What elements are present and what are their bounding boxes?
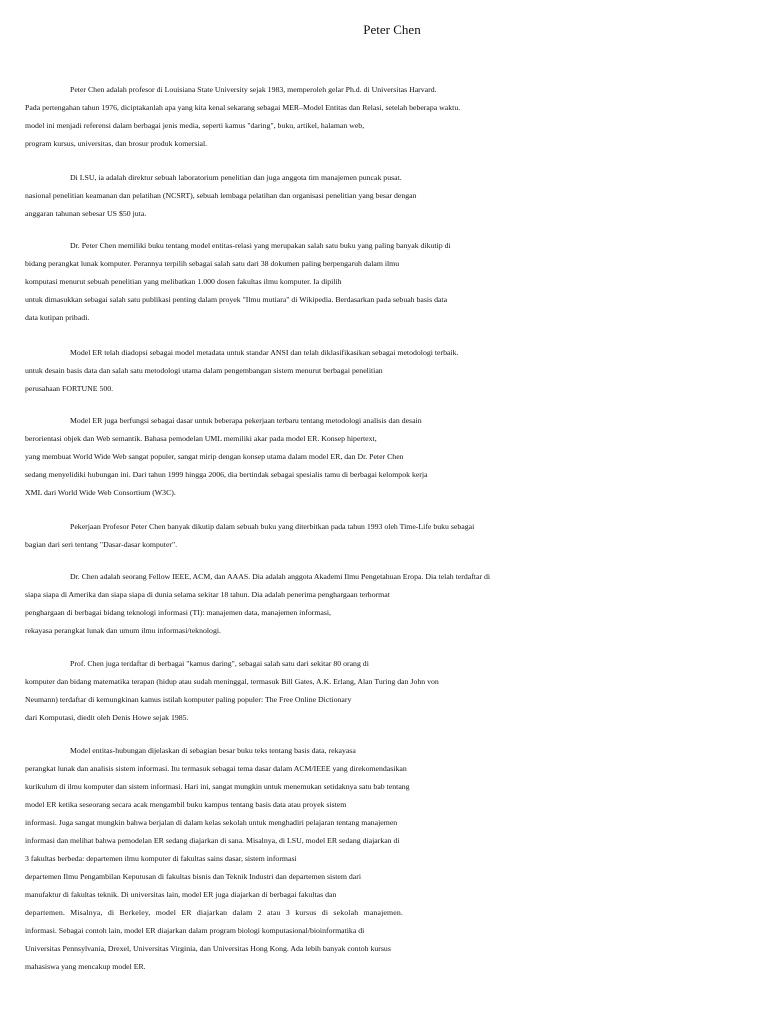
paragraph-line: yang membuat World Wide Web sangat populer, sangat mirip dengan konsep utama dalam model ER, dan Dr. Peter Chen [25, 452, 404, 461]
paragraph-8 [0, 655, 768, 727]
paragraph-line: untuk desain basis data dan salah satu metodologi utama dalam pengembangan sistem menurut berbagai penelitian [25, 366, 383, 375]
paragraph-line: 3 fakultas berbeda: departemen ilmu komputer di fakultas sains dasar, sistem informasi [25, 854, 297, 863]
paragraph-line: Dr. Peter Chen memiliki buku tentang model entitas-relasi yang merupakan salah satu buku yang paling banyak dikutip di [70, 241, 451, 250]
paragraph-line: mahasiswa yang mencakup model ER. [25, 962, 146, 971]
paragraph-3 [0, 237, 768, 327]
paragraph-line: komputasi menurut sebuah penelitian yang melibatkan 1.000 dosen fakultas ilmu komputer. Ia dipilih [25, 277, 342, 286]
paragraph-line: data kutipan pribadi. [25, 313, 90, 322]
paragraph-line: model ER ketika seseorang secara acak mengambil buku kampus tentang basis data atau proyek sistem [25, 800, 347, 809]
paragraph-line: Di LSU, ia adalah direktur sebuah laboratorium penelitian dan juga anggota tim manajemen puncak pusat. [70, 173, 402, 182]
paragraph-line: Model ER juga berfungsi sebagai dasar untuk beberapa pekerjaan terbaru tentang metodologi analisis dan desain [70, 416, 422, 425]
paragraph-line: informasi. Sebagai contoh lain, model ER diajarkan dalam program biologi komputasional/bioinformatika di [25, 926, 365, 935]
paragraph-line: sedang menyelidiki hubungan ini. Dari tahun 1999 hingga 2006, dia bertindak sebagai spesialis tamu di berbagai kelompok kerja [25, 470, 428, 479]
paragraph-line: siapa siapa di Amerika dan siapa siapa di dunia selama sekitar 18 tahun. Dia adalah penerima penghargaan terhormat [25, 590, 390, 599]
paragraph-line: rekayasa perangkat lunak dan umum ilmu informasi/teknologi. [25, 626, 221, 635]
paragraph-line: Peter Chen adalah profesor di Louisiana State University sejak 1983, memperoleh gelar Ph.d. di Universitas Harvard. [70, 85, 437, 94]
paragraph-line: departemen Ilmu Pengambilan Keputusan di fakultas bisnis dan Teknik Industri dan departemen sistem dari [25, 872, 362, 881]
paragraph-line: model ini menjadi referensi dalam berbagai jenis media, seperti kamus "daring", buku, artikel, halaman web, [25, 121, 365, 130]
paragraph-line: bidang perangkat lunak komputer. Perannya terpilih sebagai salah satu dari 38 dokumen paling berpengaruh dalam ilmu [25, 259, 400, 268]
paragraph-6 [0, 518, 768, 554]
paragraph-line: anggaran tahunan sebesar US $50 juta. [25, 209, 147, 218]
page-title: Peter Chen [363, 22, 421, 37]
paragraph-line: Model entitas-hubungan dijelaskan di sebagian besar buku teks tentang basis data, rekayasa [70, 746, 356, 755]
paragraph-line: informasi dan melihat bahwa pemodelan ER sedang diajarkan di sana. Misalnya, di LSU, model ER sedang diajarkan di [25, 836, 400, 845]
paragraph-line: departemen. Misalnya, di Berkeley, model ER diajarkan dalam 2 atau 3 kursus di sekolah manajemen. [25, 908, 403, 917]
paragraph-line: XML dari World Wide Web Consortium (W3C). [25, 488, 176, 497]
paragraph-9 [0, 742, 768, 976]
paragraph-line: perangkat lunak dan analisis sistem informasi. Itu termasuk sebagai tema dasar dalam ACM/IEEE yang direkomendasikan [25, 764, 407, 773]
paragraph-line: informasi. Juga sangat mungkin bahwa berjalan di dalam kelas sekolah untuk menghadiri pelajaran tentang manajemen [25, 818, 398, 827]
paragraph-line: untuk dimasukkan sebagai salah satu publikasi penting dalam proyek "Ilmu mutiara" di Wikipedia. Berdasarkan pada sebuah basis data [25, 295, 448, 304]
paragraph-line: dari Komputasi, diedit oleh Denis Howe sejak 1985. [25, 713, 189, 722]
paragraph-line: Dr. Chen adalah seorang Fellow IEEE, ACM, dan AAAS. Dia adalah anggota Akademi Ilmu Pengetahuan Eropa. Dia telah terdaftar di [70, 572, 491, 581]
paragraph-line: Prof. Chen juga terdaftar di berbagai "kamus daring", sebagai salah satu dari sekitar 80 orang di [70, 659, 369, 668]
paragraph-line: kurikulum di ilmu komputer dan sistem informasi. Hari ini, sangat mungkin untuk menemukan setidaknya satu bab tentang [25, 782, 410, 791]
paragraph-4 [0, 344, 768, 398]
paragraph-line: Pada pertengahan tahun 1976, diciptakanlah apa yang kita kenal sekarang sebagai MER–Model Entitas dan Relasi, setelah beberapa waktu. [25, 103, 461, 112]
paragraph-line: program kursus, universitas, dan brosur produk komersial. [25, 139, 208, 148]
paragraph-5 [0, 412, 768, 502]
paragraph-line: penghargaan di berbagai bidang teknologi informasi (TI): manajemen data, manajemen informasi, [25, 608, 331, 617]
paragraph-line: nasional penelitian keamanan dan pelatihan (NCSRT), sebuah lembaga pelatihan dan organisasi penelitian yang besar dengan [25, 191, 417, 200]
paragraph-line: manufaktur di fakultas teknik. Di universitas lain, model ER juga diajarkan di berbagai fakultas dan [25, 890, 337, 899]
paragraph-1 [0, 81, 768, 153]
paragraph-line: bagian dari seri tentang "Dasar-dasar komputer". [25, 540, 178, 549]
paragraph-7 [0, 568, 768, 640]
paragraph-line: Universitas Pennsylvania, Drexel, Universitas Virginia, dan Universitas Hong Kong. Ada lebih banyak contoh kursus [25, 944, 391, 953]
paragraph-line: perusahaan FORTUNE 500. [25, 384, 114, 393]
paragraph-2 [0, 169, 768, 223]
paragraph-line: Pekerjaan Profesor Peter Chen banyak dikutip dalam sebuah buku yang diterbitkan pada tahun 1993 oleh Time-Life buku sebagai [70, 522, 475, 531]
paragraph-line: Neumann) terdaftar di kemungkinan kamus istilah komputer paling populer: The Free Online Dictionary [25, 695, 352, 704]
paragraph-line: komputer dan bidang matematika terapan (hidup atau sudah meninggal, termasuk Bill Gates, A.K. Erlang, Alan Turing dan John von [25, 677, 439, 686]
paragraph-line: Model ER telah diadopsi sebagai model metadata untuk standar ANSI dan telah diklasifikasikan sebagai metodologi terbaik. [70, 348, 459, 357]
paragraph-line: berorientasi objek dan Web semantik. Bahasa pemodelan UML memiliki akar pada model ER. Konsep hipertext, [25, 434, 377, 443]
